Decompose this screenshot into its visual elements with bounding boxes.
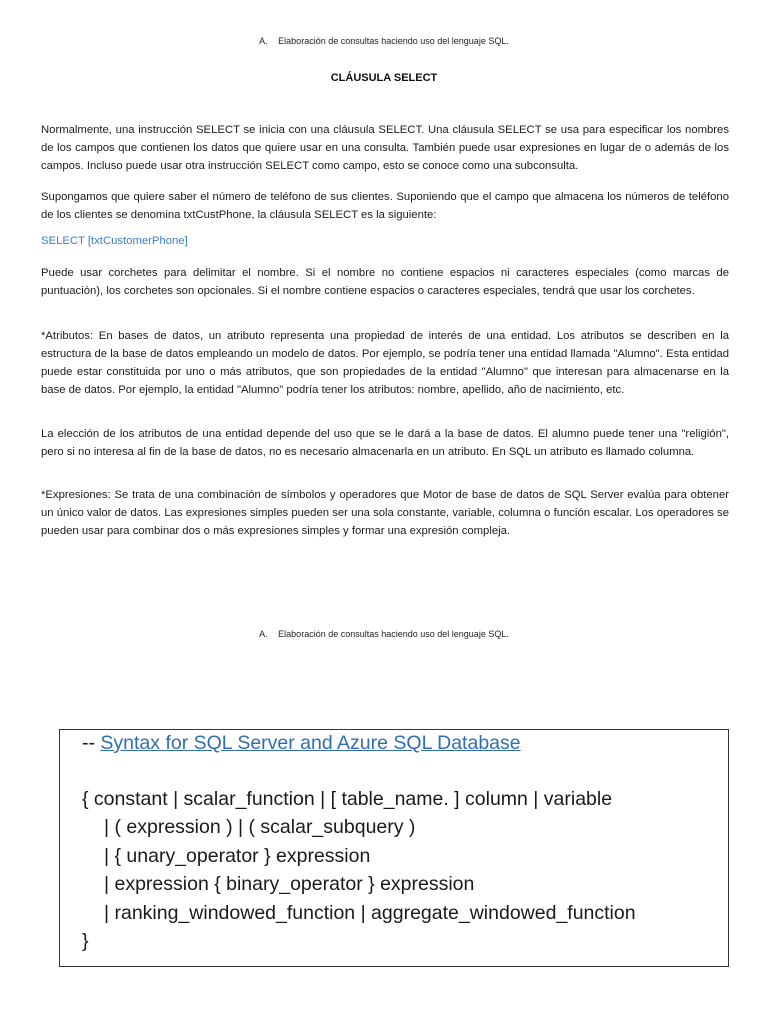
header-number: A. — [259, 36, 268, 46]
comment-prefix: -- — [82, 732, 101, 754]
code-line-3: | { unary_operator } expression — [104, 845, 371, 867]
section-title: CLÁUSULA SELECT — [330, 72, 438, 84]
paragraph-intro: Normalmente, una instrucción SELECT se inicia con una cláusula SELECT. Una cláusula SELECT se usa para especificar los nombres de los campos que contienen los datos que quiere usar en una consulta. También puede usar expresiones en lugar de o además de los campos. Incluso puede usar otra instrucción SELECT como campo, esto se conoce como una subconsulta. — [41, 124, 729, 172]
code-line-6: } — [82, 930, 89, 952]
paragraph-expressions: *Expresiones: Se trata de una combinación de símbolos y operadores que Motor de base de datos de SQL Server evalúa para obtener un único valor de datos. Las expresiones simples pueden ser una sola constante, variable, columna o función escalar. Los operadores se pueden usar para combinar dos o más expresiones simples y formar una expresión compleja. — [41, 489, 729, 537]
code-line-1: { constant | scalar_function | [ table_name. ] column | variable — [82, 788, 613, 810]
page-header-second — [0, 629, 768, 639]
paragraph-attributes: *Atributos: En bases de datos, un atributo representa una propiedad de interés de una entidad. Los atributos se describen en la estructura de la base de datos empleando un modelo de datos. Por ejemplo, se podría tener una entidad llamada "Alumno". Esta entidad puede estar constituida por uno o más atributos, que son propiedades de la entidad "Alumno" que interesan para almacenarse en la base de datos. Por ejemplo, la entidad "Alumno" podría tener los atributos: nombre, apellido, año de nacimiento, etc. — [41, 330, 729, 396]
page-header-top — [0, 36, 768, 46]
paragraph-attribute-choice: La elección de los atributos de una entidad depende del uso que se le dará a la base de datos. El alumno puede tener una "religión", pero si no interesa al fin de la base de datos, no es necesario almacenarla en un atributo. En SQL un atributo es llamado columna. — [41, 428, 729, 458]
code-line-4: | expression { binary_operator } expression — [104, 873, 475, 895]
paragraph-brackets: Puede usar corchetes para delimitar el nombre. Si el nombre no contiene espacios ni caracteres especiales (como marcas de puntuación), los corchetes son opcionales. Si el nombre contiene espacios o caracteres especiales, tendrá que usar los corchetes. — [41, 267, 729, 297]
code-comment-line — [82, 732, 521, 755]
header-number-2: A. — [259, 629, 268, 639]
paragraph-phone-example: Supongamos que quiere saber el número de teléfono de sus clientes. Suponiendo que el campo que almacena los números de teléfono de los clientes se denomina txtCustPhone, la cláusula SELECT es la siguiente: — [41, 191, 729, 221]
syntax-link[interactable]: Syntax for SQL Server and Azure SQL Database — [100, 732, 521, 754]
header-text-2: Elaboración de consultas haciendo uso del lenguaje SQL. — [278, 629, 509, 639]
code-line-2: | ( expression ) | ( scalar_subquery ) — [104, 816, 416, 838]
syntax-code-box — [59, 729, 729, 967]
code-line-5: | ranking_windowed_function | aggregate_windowed_function — [104, 902, 636, 924]
header-text: Elaboración de consultas haciendo uso del lenguaje SQL. — [278, 36, 509, 46]
sql-example: SELECT [txtCustomerPhone] — [41, 235, 188, 247]
